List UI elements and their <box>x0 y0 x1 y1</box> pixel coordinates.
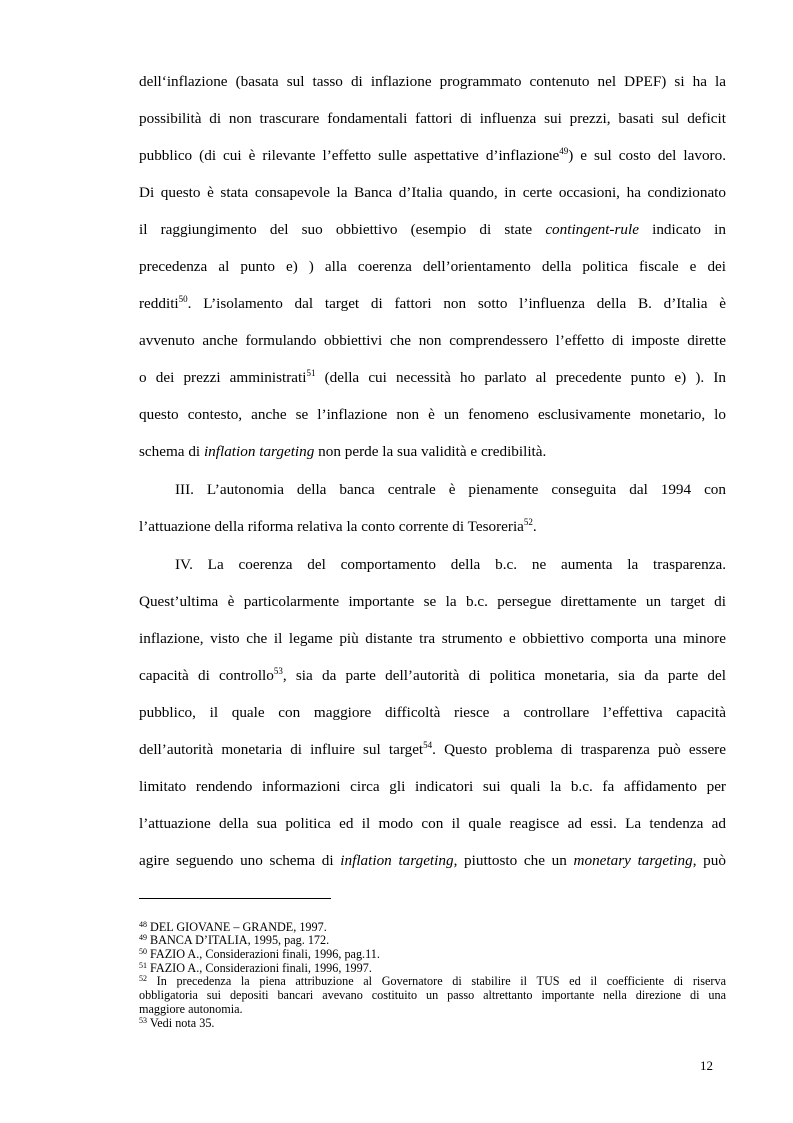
body-line: schema di inflation targeting non perde la sua validità e credibilità. <box>139 443 547 460</box>
body-line: limitato rendendo informazioni circa gli indicatori sui quali la b.c. fa affidamento per <box>139 778 726 795</box>
body-line: precedenza al punto e) ) alla coerenza dell’orientamento della politica fiscale e dei <box>139 258 726 275</box>
body-line: pubblico (di cui è rilevante l’effetto sulle aspettative d’inflazione$^{49}$) e sul costo del lavoro. <box>139 146 726 164</box>
footnote-ref: 53 <box>273 666 283 676</box>
body-line: questo contesto, anche se l’inflazione non è un fenomeno esclusivamente monetario, lo <box>139 406 726 423</box>
footnote-ref: 54 <box>423 740 433 750</box>
body-line: possibilità di non trascurare fondamentali fattori di influenza sui prezzi, basati sul deficit <box>139 110 726 127</box>
body-line: Di questo è stata consapevole la Banca d’Italia quando, in certe occasioni, ha condizionato <box>139 184 726 201</box>
footnote: $^{51}$ FAZIO A., Considerazioni finali, 1996, 1997. <box>139 961 372 975</box>
body-line: agire seguendo uno schema di inflation targeting, piuttosto che un monetary targeting, può <box>139 852 726 869</box>
footnote: $^{49}$ BANCA D’ITALIA, 1995, pag. 172. <box>139 933 330 947</box>
body-line: o dei prezzi amministrati$^{51}$ (della cui necessità ho parlato al precedente punto e) ). In <box>139 368 726 386</box>
page-number: 12 <box>700 1058 713 1073</box>
footnote: $^{48}$ DEL GIOVANE – GRANDE, 1997. <box>139 920 327 934</box>
footnote-ref: 49 <box>559 146 569 156</box>
footnote-separator <box>139 898 331 899</box>
body-line: inflazione, visto che il legame più distante tra strumento e obbiettivo comporta una minore <box>139 630 726 647</box>
footnote: $^{53}$ Vedi nota 35. <box>139 1016 215 1030</box>
body-line: redditi$^{50}$. L’isolamento dal target di fattori non sotto l’influenza della B. d’Italia è <box>139 294 726 312</box>
footnote: $^{50}$ FAZIO A., Considerazioni finali, 1996, pag.11. <box>139 947 380 961</box>
footnote: $^{52}$ In precedenza la piena attribuzione al Governatore di stabilire il TUS ed il coefficiente di riserva <box>139 974 726 988</box>
body-line: avvenuto anche formulando obbiettivi che non comprendessero l’effetto di imposte dirette <box>139 332 726 349</box>
body-line: dell‘inflazione (basata sul tasso di inflazione programmato contenuto nel DPEF) si ha la <box>139 73 726 90</box>
body-line: Quest’ultima è particolarmente importante se la b.c. persegue direttamente un target di <box>139 593 726 610</box>
footnote: obbligatoria sui depositi bancari avevano costituito un passo altrettanto importante nella direzione di una <box>139 988 726 1002</box>
body-line: pubblico, il quale con maggiore difficoltà riesce a controllare l’effettiva capacità <box>139 704 726 721</box>
body-line: l’attuazione della riforma relativa la conto corrente di Tesoreria$^{52}$. <box>139 517 537 535</box>
footnote-ref: 51 <box>306 368 316 378</box>
body-line: capacità di controllo$^{53}$, sia da parte dell’autorità di politica monetaria, sia da parte del <box>139 666 726 684</box>
footnote-ref: 52 <box>523 517 533 527</box>
body-line: il raggiungimento del suo obbiettivo (esempio di state contingent-rule indicato in <box>139 221 726 238</box>
body-line: IV. La coerenza del comportamento della b.c. ne aumenta la trasparenza. <box>175 556 726 573</box>
body-line: l’attuazione della sua politica ed il modo con il quale reagisce ad essi. La tendenza ad <box>139 815 726 832</box>
body-line: III. L’autonomia della banca centrale è pienamente conseguita dal 1994 con <box>175 481 726 498</box>
footnote-ref: 50 <box>178 294 188 304</box>
footnote: maggiore autonomia. <box>139 1002 243 1016</box>
body-line: dell’autorità monetaria di influire sul target$^{54}$. Questo problema di trasparenza può essere <box>139 740 726 758</box>
